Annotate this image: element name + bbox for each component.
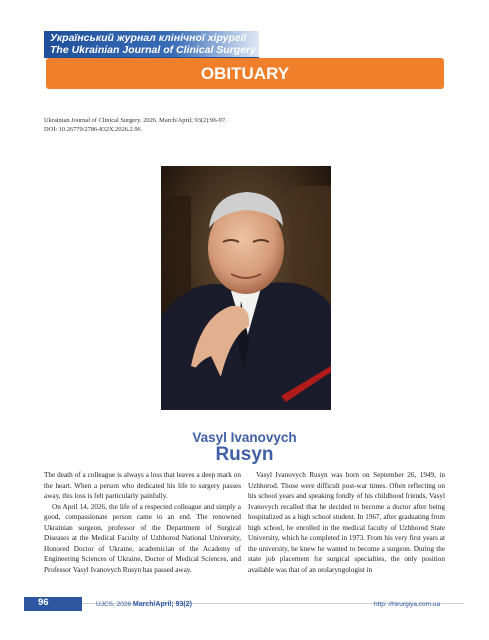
page-number: 96 [38, 597, 49, 608]
section-label-obituary: OBITUARY [46, 58, 444, 89]
journal-title-english: The Ukrainian Journal of Clinical Surgery [50, 44, 256, 56]
person-surname: Rusyn [215, 444, 274, 465]
footer-issue: March/April; 93(2) [132, 601, 192, 608]
footer-journal-abbrev: UJCS, 2026 [96, 601, 132, 608]
footer-url[interactable]: http: //hirurgiya.com.ua [374, 601, 441, 608]
person-first-names: Vasyl Ivanovych [192, 430, 297, 445]
left-column [44, 470, 241, 575]
right-column [248, 470, 445, 575]
citation-line: Ukrainian Journal of Clinical Surgery. 2026. March/April; 93(2):96-97. [44, 117, 227, 124]
paragraph: On April 14, 2026, the life of a respected colleague and simply a good, compassionate person came to an end. The renowned Ukrainian surgeon, professor of the Department of Surgical Diseases at the Medical Faculty of Uzhhorod National University, Honored Doctor of Ukraine, academician of the Academy of Engineering Sciences of Ukraine, Doctor of Medical Sciences, and Professor Vasyl Ivanovych Rusyn has passed away. [44, 502, 241, 574]
paragraph: Vasyl Ivanovych Rusyn was born on September 26, 1949, in Uzhhorod. Those were difficult post-war times. Often reflecting on his school years and speaking fondly of his childhood friends, Vasyl Ivanovych recalled that he decided to become a doctor after being hospitalized as a high school student. In 1967, after graduating from high school, he enrolled in the medical faculty of Uzhhorod State University, which he completed in 1973. From his very first years at the university, he knew he wanted to become a surgeon. During the state job placement for surgical specialties, the only position available was that of an otolaryngologist in [248, 471, 445, 574]
doi-line: DOI: 10.26779/2786-832X.2026.2.96 [44, 126, 141, 133]
portrait-photo [161, 166, 331, 410]
portrait-image [161, 166, 331, 410]
footer-journal-info [96, 601, 192, 608]
header-spacer [30, 31, 44, 57]
paragraph: The death of a colleague is always a loss that leaves a deep mark on the heart. When a person who dedicated his life to surgery passes away, this loss is felt particularly painfully. [44, 471, 241, 501]
journal-title-ukrainian: Український журнал клінічної хірургії [50, 32, 247, 44]
citation-block [44, 116, 227, 134]
page-number-tab [24, 597, 82, 611]
